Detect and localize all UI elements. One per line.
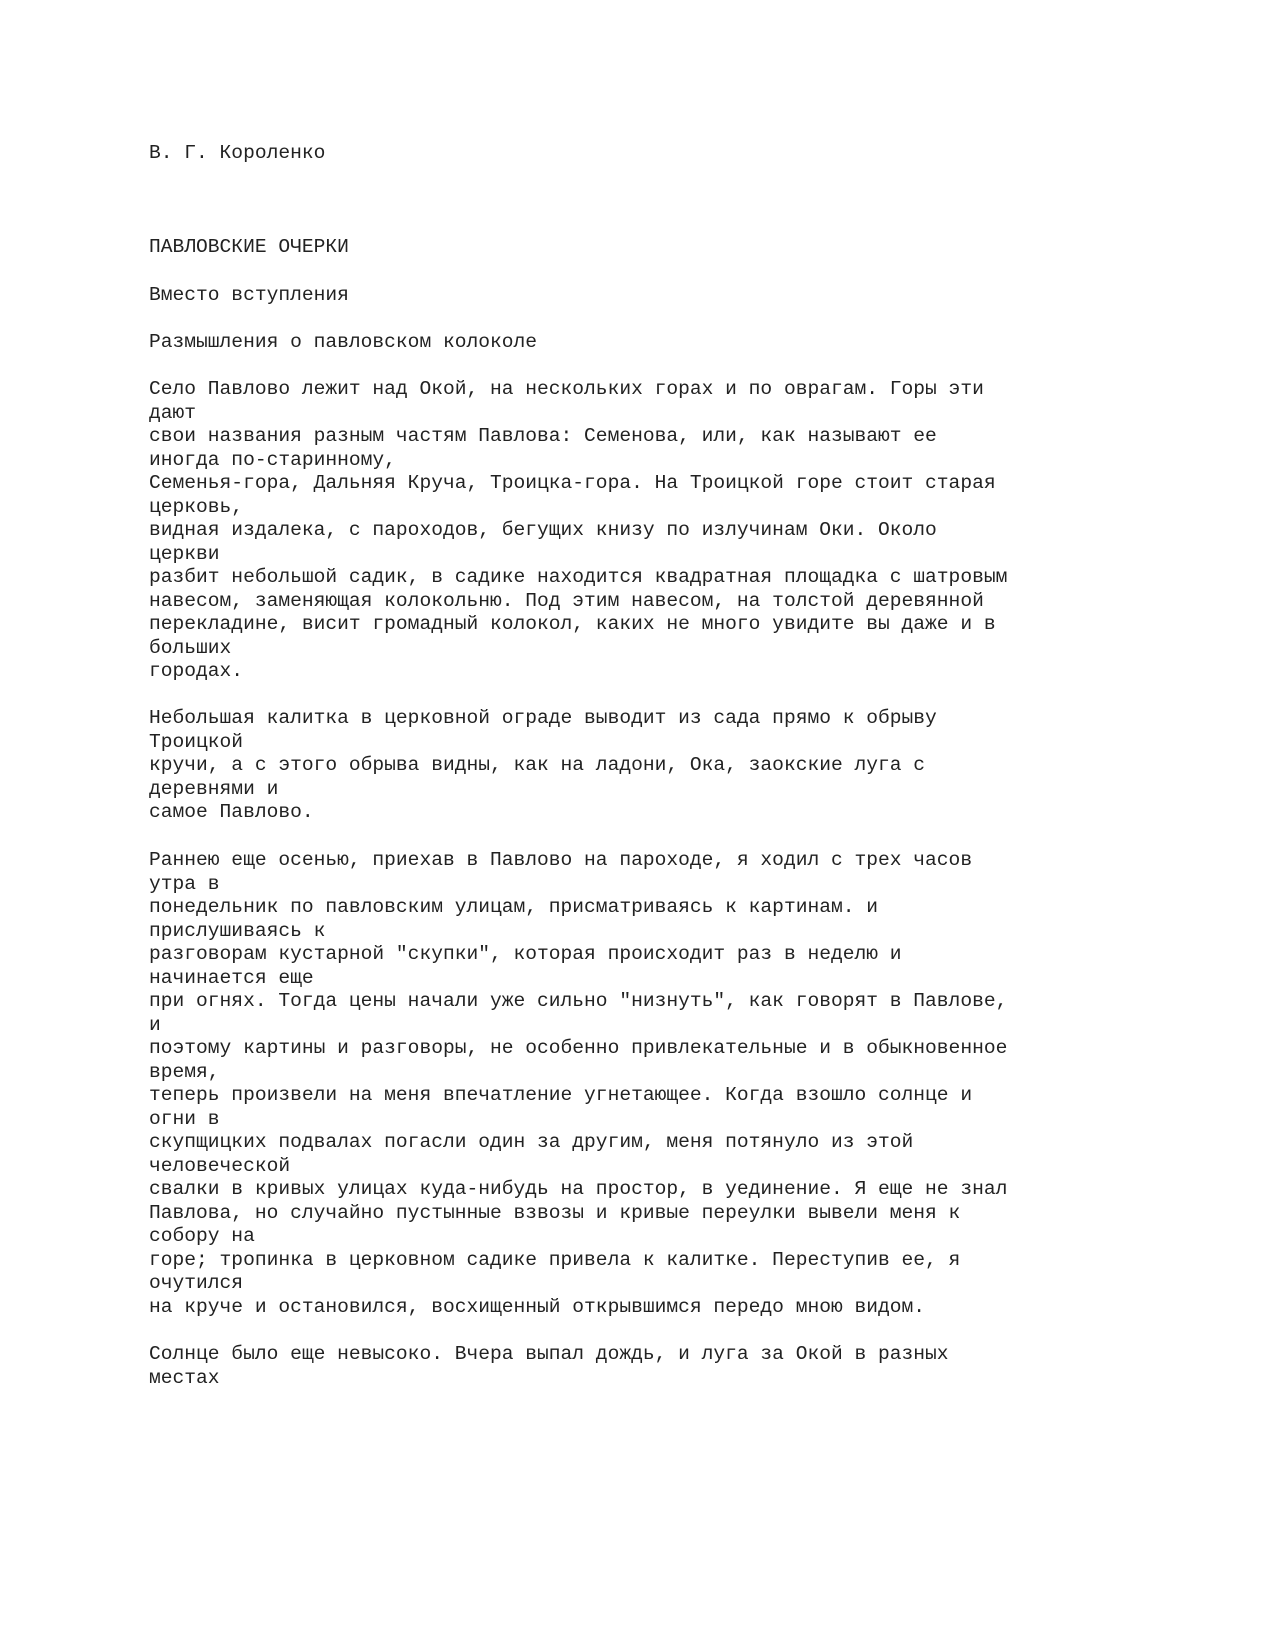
section-heading: Вместо вступления <box>149 284 349 306</box>
paragraph: Раннею еще осенью, приехав в Павлово на пароходе, я ходил с трех часов утра в понедельник по павловским улицам, присматриваясь к картинам. и прислушиваясь к разговорам кустарной "скупки", которая происходит раз в неделю и начинается еще при огнях. Тогда цены начали уже сильно "низнуть", как говорят в Павлове, и поэтому картины и разговоры, не особенно привлекательные и в обыкновенное время, теперь произвели на меня впечатление угнетающее. Когда взошло солнце и огни в скупщицких подвалах погасли один за другим, меня потянуло из этой человеческой свалки в кривых улицах куда-нибудь на простор, в уединение. Я еще не знал Павлова, но случайно пустынные взвозы и кривые переулки вывели меня к собору на горе; тропинка в церковном садике привела к калитке. Переступив ее, я очутился на круче и остановился, восхищенный открывшимся передо мною видом. <box>149 849 1008 1318</box>
paragraph: Село Павлово лежит над Окой, на нескольких горах и по оврагам. Горы эти дают свои названия разным частям Павлова: Семенова, или, как называют ее иногда по-старинному, Семенья-гора, Дальняя Круча, Троицка-гора. На Троицкой горе стоит старая церковь, видная издалека, с пароходов, бегущих книзу по излучинам Оки. Около церкви разбит небольшой садик, в садике находится квадратная площадка с шатровым навесом, заменяющая колокольню. Под этим навесом, на толстой деревянной перекладине, висит громадный колокол, каких не много увидите вы даже и в больших городах. <box>149 378 1008 682</box>
paragraph: Солнце было еще невысоко. Вчера выпал дождь, и луга за Окой в разных местах <box>149 1343 949 1389</box>
author-name: В. Г. Короленко <box>149 142 326 164</box>
paragraph: Небольшая калитка в церковной ограде выводит из сада прямо к обрыву Троицкой кручи, а с этого обрыва видны, как на ладони, Ока, заокские луга с деревнями и самое Павлово. <box>149 707 937 823</box>
chapter-heading: Размышления о павловском колоколе <box>149 331 538 353</box>
document-title: ПАВЛОВСКИЕ ОЧЕРКИ <box>149 236 349 258</box>
